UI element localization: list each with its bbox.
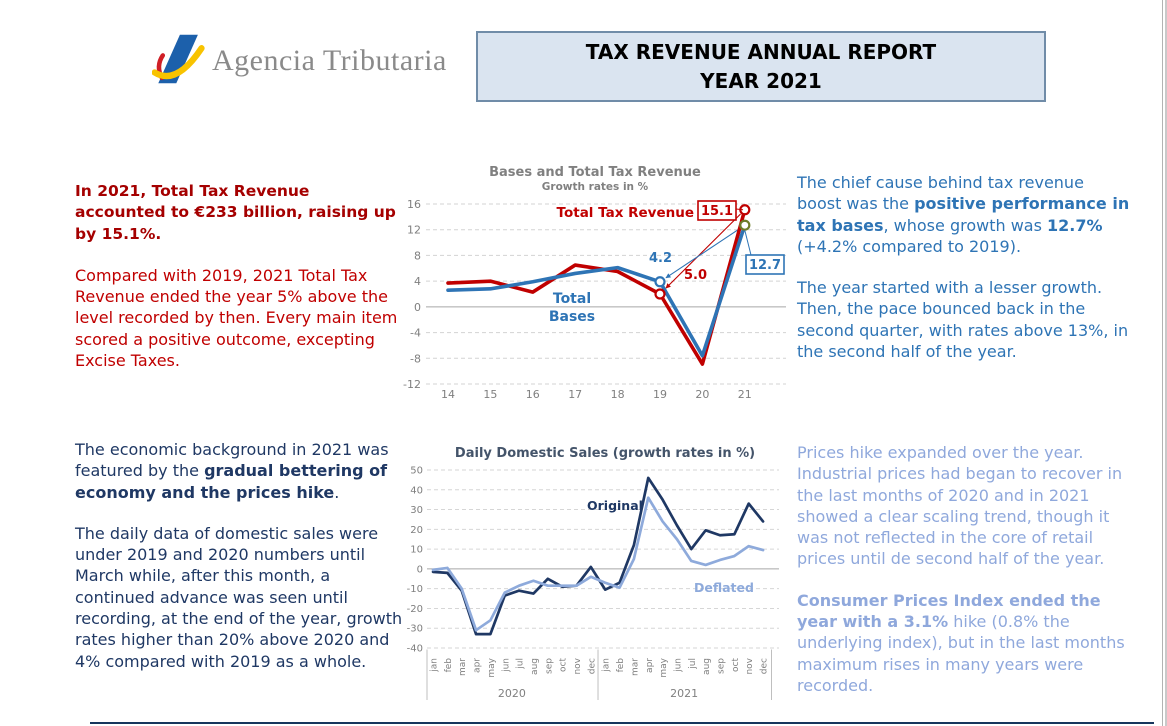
chart2-ytick: -20 bbox=[406, 603, 423, 615]
chart2-month-tick: oct bbox=[558, 658, 569, 672]
chart2-month-tick: may bbox=[659, 658, 670, 678]
label-total-bases-2: Bases bbox=[548, 309, 596, 325]
chart1-marker bbox=[740, 221, 749, 230]
svg-text:12.7: 12.7 bbox=[748, 258, 782, 273]
chart1-ytick: -8 bbox=[410, 352, 421, 366]
chart2-ytick: -40 bbox=[406, 643, 423, 655]
prices-hike-paragraph: Prices hike expanded over the year. Industrial prices had began to recover in the last months of 2020 and in 2021 showed a clear scaling trend, though it was not reflected in the core of retail prices until de second half of the year. bbox=[797, 443, 1123, 569]
series-total-bases-line bbox=[448, 225, 745, 356]
economic-background-section bbox=[75, 439, 405, 692]
chart2-ytick: -10 bbox=[406, 584, 423, 596]
bases-and-revenue-chart bbox=[400, 160, 790, 410]
chart2-month-tick: oct bbox=[730, 658, 741, 672]
chart1-ytick: 12 bbox=[407, 223, 421, 237]
label-original: Original bbox=[587, 498, 643, 513]
chart2-month-tick: jan bbox=[601, 658, 612, 672]
report-title-line2: YEAR 2021 bbox=[700, 68, 822, 93]
prices-section bbox=[797, 442, 1133, 716]
chart1-xtick: 20 bbox=[695, 388, 710, 401]
chart2-year-2021: 2021 bbox=[670, 687, 699, 700]
page-right-edge-line bbox=[1162, 0, 1163, 726]
chart1-ytick: -4 bbox=[410, 326, 421, 340]
chart2-month-tick: jul bbox=[687, 658, 698, 669]
chart1-xtick: 17 bbox=[568, 388, 583, 401]
tax-bases-paragraph: The chief cause behind tax revenue boost was the positive performance in tax bases, whose growth was 12.7% (+4.2% compared to 2019). bbox=[797, 173, 1130, 256]
chart2-ytick: 50 bbox=[410, 465, 423, 477]
chart1-xtick: 16 bbox=[525, 388, 540, 401]
chart1-xtick: 15 bbox=[483, 388, 498, 401]
chart1-ytick: 16 bbox=[407, 198, 421, 211]
label-bases-vs-2019: 4.2 bbox=[648, 251, 672, 266]
cpi-paragraph: Consumer Prices Index ended the year with a 3.1% hike (0.8% the underlying index), but in the last months maximum rises in many years were recorded. bbox=[797, 590, 1125, 695]
report-title-line1: TAX REVENUE ANNUAL REPORT bbox=[585, 39, 937, 64]
chart2-ytick: 0 bbox=[416, 564, 423, 576]
chart1-marker bbox=[656, 277, 665, 286]
label-revenue-vs-2019: 5.0 bbox=[684, 268, 708, 283]
chart2-month-tick: may bbox=[486, 658, 497, 678]
summary-revenue-section bbox=[75, 181, 405, 391]
chart1-ytick: 8 bbox=[414, 249, 421, 263]
chart1-title: Bases and Total Tax Revenue bbox=[489, 165, 701, 180]
chart1-subtitle: Growth rates in % bbox=[541, 181, 649, 193]
chart2-month-tick: mar bbox=[458, 658, 469, 676]
chart2-month-tick: jun bbox=[501, 658, 512, 672]
chart2-month-tick: feb bbox=[443, 658, 454, 673]
chart2-ytick: 30 bbox=[410, 505, 423, 517]
chart2-month-tick: aug bbox=[702, 658, 713, 675]
quarterly-pace-paragraph: The year started with a lesser growth. Then, the pace bounced back in the second quarter, with rates above 13%, in the second half of the year. bbox=[797, 278, 1129, 362]
chart2-month-tick: aug bbox=[529, 658, 540, 675]
logo-wordmark: Agencia Tributaria bbox=[212, 44, 447, 77]
chart1-xtick: 14 bbox=[441, 388, 455, 401]
label-deflated: Deflated bbox=[694, 580, 754, 595]
chart2-month-tick: jul bbox=[515, 658, 526, 669]
chart2-month-tick: dec bbox=[759, 658, 770, 675]
chart1-ytick: -12 bbox=[403, 378, 421, 391]
chart2-month-tick: apr bbox=[644, 658, 655, 673]
chart2-year-2020: 2020 bbox=[497, 687, 526, 700]
agencia-tributaria-logo-icon bbox=[152, 32, 206, 86]
chart2-month-tick: sep bbox=[716, 658, 727, 674]
chart2-month-tick: sep bbox=[544, 658, 555, 674]
chart1-xtick: 18 bbox=[610, 388, 625, 401]
chart1-ytick: 0 bbox=[414, 300, 421, 314]
daily-domestic-sales-chart bbox=[400, 443, 790, 705]
chart2-ytick: 20 bbox=[410, 524, 423, 536]
economic-background-paragraph: The economic background in 2021 was featured by the gradual bettering of economy and the prices hike. bbox=[75, 440, 389, 502]
chart2-month-tick: feb bbox=[616, 658, 627, 673]
svg-text:15.1: 15.1 bbox=[700, 204, 734, 219]
chart2-month-tick: apr bbox=[472, 658, 483, 673]
chart2-title: Daily Domestic Sales (growth rates in %) bbox=[454, 446, 756, 461]
chart1-xtick: 19 bbox=[653, 388, 667, 401]
series-deflated-line bbox=[433, 498, 763, 631]
chart2-month-tick: nov bbox=[573, 658, 583, 675]
chart2-ytick: 40 bbox=[410, 485, 423, 497]
chart2-month-tick: nov bbox=[745, 658, 756, 675]
chart2-month-tick: mar bbox=[630, 658, 641, 676]
chart2-month-tick: jan bbox=[429, 658, 440, 672]
chart1-xtick: 21 bbox=[737, 388, 752, 401]
tax-bases-section bbox=[797, 172, 1133, 382]
domestic-sales-paragraph: The daily data of domestic sales were under 2019 and 2020 numbers until March while, after this month, a continued advance was seen until recording, at the end of the year, growth rates higher than 20% above 2020 and 4% compared with 2019 as a whole. bbox=[75, 523, 403, 671]
chart1-marker bbox=[656, 290, 665, 299]
revenue-highlight-paragraph: In 2021, Total Tax Revenue accounted to €233 billion, raising up by 15.1%. bbox=[75, 182, 396, 243]
logo-svg bbox=[152, 32, 206, 86]
revenue-comparison-paragraph: Compared with 2019, 2021 Total Tax Revenue ended the year 5% above the level recorded by then. Every main item scored a positive outcome, excepting Excise Taxes. bbox=[75, 265, 398, 371]
chart2-month-tick: dec bbox=[587, 658, 598, 675]
chart2-ytick: 10 bbox=[410, 544, 423, 556]
label-total-bases-1: Total bbox=[552, 291, 592, 307]
chart1-ytick: 4 bbox=[414, 275, 421, 289]
chart2-month-tick: jun bbox=[673, 658, 684, 672]
label-total-tax-revenue: Total Tax Revenue bbox=[556, 205, 694, 221]
footer-divider bbox=[90, 722, 1154, 724]
chart2-ytick: -30 bbox=[406, 623, 423, 635]
report-title-box bbox=[476, 31, 1046, 102]
